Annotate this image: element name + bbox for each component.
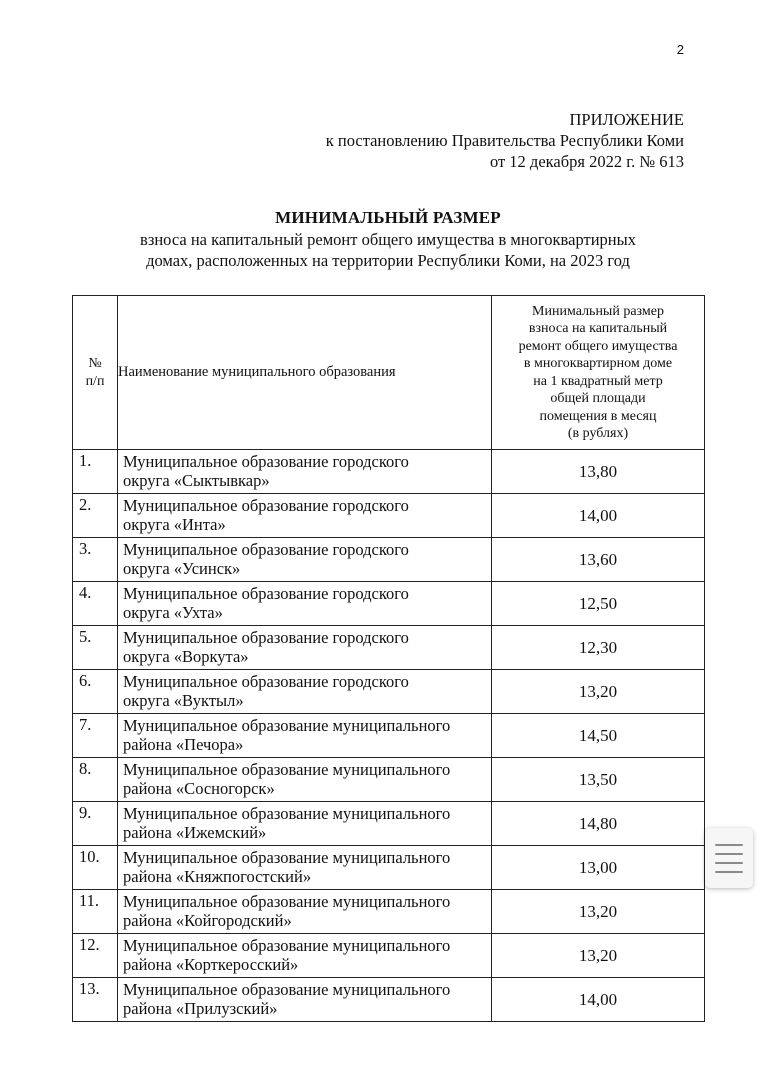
row-number: 8. bbox=[73, 758, 118, 802]
municipality-name bbox=[118, 846, 492, 890]
municipality-name-line-1: Муниципальное образование муниципального bbox=[123, 760, 451, 779]
menu-lines-icon bbox=[715, 844, 743, 846]
municipality-name-line-2: района «Прилузский» bbox=[123, 999, 278, 1018]
municipality-name-line-1: Муниципальное образование городского bbox=[123, 628, 409, 647]
table-row bbox=[73, 846, 705, 890]
menu-lines-icon bbox=[715, 871, 743, 873]
rate-value: 13,20 bbox=[492, 670, 705, 714]
municipality-name bbox=[118, 934, 492, 978]
menu-lines-icon bbox=[715, 853, 743, 855]
header-name: Наименование муниципального образования bbox=[118, 296, 492, 450]
rates-table bbox=[72, 295, 705, 1022]
menu-lines-icon bbox=[715, 862, 743, 864]
appendix-line-1: к постановлению Правительства Республики Коми bbox=[325, 131, 684, 150]
rate-value: 13,20 bbox=[492, 890, 705, 934]
row-number: 12. bbox=[73, 934, 118, 978]
municipality-name bbox=[118, 758, 492, 802]
header-rate-line: (в рублях) bbox=[567, 426, 629, 441]
header-rate bbox=[492, 296, 705, 450]
municipality-name bbox=[118, 582, 492, 626]
header-rate-line: на 1 квадратный метр bbox=[533, 373, 663, 389]
rate-value: 13,60 bbox=[492, 538, 705, 582]
municipality-name-line-1: Муниципальное образование городского bbox=[123, 540, 409, 559]
header-rate-line: помещения в месяц bbox=[539, 408, 657, 424]
table-row bbox=[73, 890, 705, 934]
appendix-line-2: от 12 декабря 2022 г. № 613 bbox=[489, 152, 684, 171]
header-rate-line: Минимальный размер bbox=[532, 303, 664, 319]
municipality-name-line-1: Муниципальное образование городского bbox=[123, 452, 409, 471]
rate-value: 14,50 bbox=[492, 714, 705, 758]
appendix-block bbox=[326, 109, 684, 172]
row-number: 6. bbox=[73, 670, 118, 714]
rate-value: 13,80 bbox=[492, 450, 705, 494]
municipality-name-line-2: округа «Вуктыл» bbox=[123, 691, 244, 710]
title-sub-line-1: взноса на капитальный ремонт общего имущества в многоквартирных bbox=[140, 230, 636, 249]
table-row bbox=[73, 538, 705, 582]
municipality-name bbox=[118, 978, 492, 1022]
municipality-name-line-1: Муниципальное образование муниципального bbox=[123, 936, 451, 955]
municipality-name bbox=[118, 450, 492, 494]
rate-value: 14,00 bbox=[492, 494, 705, 538]
municipality-name bbox=[118, 802, 492, 846]
municipality-name-line-2: района «Койгородский» bbox=[123, 911, 292, 930]
row-number: 7. bbox=[73, 714, 118, 758]
table-row bbox=[73, 494, 705, 538]
rate-value: 13,50 bbox=[492, 758, 705, 802]
table-row bbox=[73, 802, 705, 846]
municipality-name-line-1: Муниципальное образование муниципального bbox=[123, 804, 451, 823]
row-number: 5. bbox=[73, 626, 118, 670]
row-number: 3. bbox=[73, 538, 118, 582]
municipality-name-line-2: округа «Инта» bbox=[123, 515, 226, 534]
row-number: 10. bbox=[73, 846, 118, 890]
municipality-name-line-2: района «Княжпогостский» bbox=[123, 867, 312, 886]
header-rate-line: в многоквартирном доме bbox=[523, 356, 673, 371]
table-row bbox=[73, 978, 705, 1022]
rate-value: 12,30 bbox=[492, 626, 705, 670]
header-rate-line: общей площади bbox=[550, 391, 646, 406]
table-row bbox=[73, 670, 705, 714]
table-header-row bbox=[73, 296, 705, 450]
row-number: 13. bbox=[73, 978, 118, 1022]
municipality-name-line-1: Муниципальное образование муниципального bbox=[123, 848, 451, 867]
table-row bbox=[73, 934, 705, 978]
municipality-name bbox=[118, 670, 492, 714]
title-sub-line-2: домах, расположенных на территории Республики Коми, на 2023 год bbox=[146, 251, 630, 270]
header-number-line-1: № bbox=[88, 355, 102, 371]
header-number bbox=[73, 296, 118, 450]
municipality-name bbox=[118, 494, 492, 538]
municipality-name-line-2: округа «Усинск» bbox=[123, 559, 241, 578]
rate-value: 13,00 bbox=[492, 846, 705, 890]
rate-value: 12,50 bbox=[492, 582, 705, 626]
municipality-name-line-2: района «Сосногорск» bbox=[123, 779, 275, 798]
municipality-name-line-1: Муниципальное образование муниципального bbox=[123, 892, 451, 911]
rate-value: 14,00 bbox=[492, 978, 705, 1022]
municipality-name-line-1: Муниципальное образование городского bbox=[123, 584, 409, 603]
page-number: 2 bbox=[676, 42, 684, 57]
municipality-name bbox=[118, 714, 492, 758]
table-row bbox=[73, 714, 705, 758]
scroll-handle[interactable] bbox=[705, 828, 753, 888]
municipality-name-line-2: округа «Ухта» bbox=[123, 603, 223, 622]
municipality-name-line-2: района «Ижемский» bbox=[123, 823, 267, 842]
table-row bbox=[73, 582, 705, 626]
header-number-line-2: п/п bbox=[85, 373, 105, 389]
row-number: 1. bbox=[73, 450, 118, 494]
municipality-name bbox=[118, 890, 492, 934]
municipality-name-line-1: Муниципальное образование городского bbox=[123, 496, 409, 515]
municipality-name-line-2: округа «Сыктывкар» bbox=[123, 471, 270, 490]
row-number: 9. bbox=[73, 802, 118, 846]
municipality-name-line-2: района «Корткеросский» bbox=[123, 955, 299, 974]
table-row bbox=[73, 450, 705, 494]
rate-value: 13,20 bbox=[492, 934, 705, 978]
municipality-name-line-2: округа «Воркута» bbox=[123, 647, 249, 666]
row-number: 11. bbox=[73, 890, 118, 934]
table-row bbox=[73, 758, 705, 802]
row-number: 2. bbox=[73, 494, 118, 538]
municipality-name-line-1: Муниципальное образование городского bbox=[123, 672, 409, 691]
title-main: МИНИМАЛЬНЫЙ РАЗМЕР bbox=[275, 208, 501, 227]
table-row bbox=[73, 626, 705, 670]
appendix-heading: ПРИЛОЖЕНИЕ bbox=[569, 110, 684, 129]
header-rate-line: ремонт общего имущества bbox=[518, 338, 678, 354]
rate-value: 14,80 bbox=[492, 802, 705, 846]
municipality-name bbox=[118, 626, 492, 670]
municipality-name-line-1: Муниципальное образование муниципального bbox=[123, 980, 451, 999]
row-number: 4. bbox=[73, 582, 118, 626]
municipality-name-line-1: Муниципальное образование муниципального bbox=[123, 716, 451, 735]
municipality-name-line-2: района «Печора» bbox=[123, 735, 244, 754]
header-rate-line: взноса на капитальный bbox=[528, 321, 668, 336]
municipality-name bbox=[118, 538, 492, 582]
document-title bbox=[72, 207, 704, 271]
